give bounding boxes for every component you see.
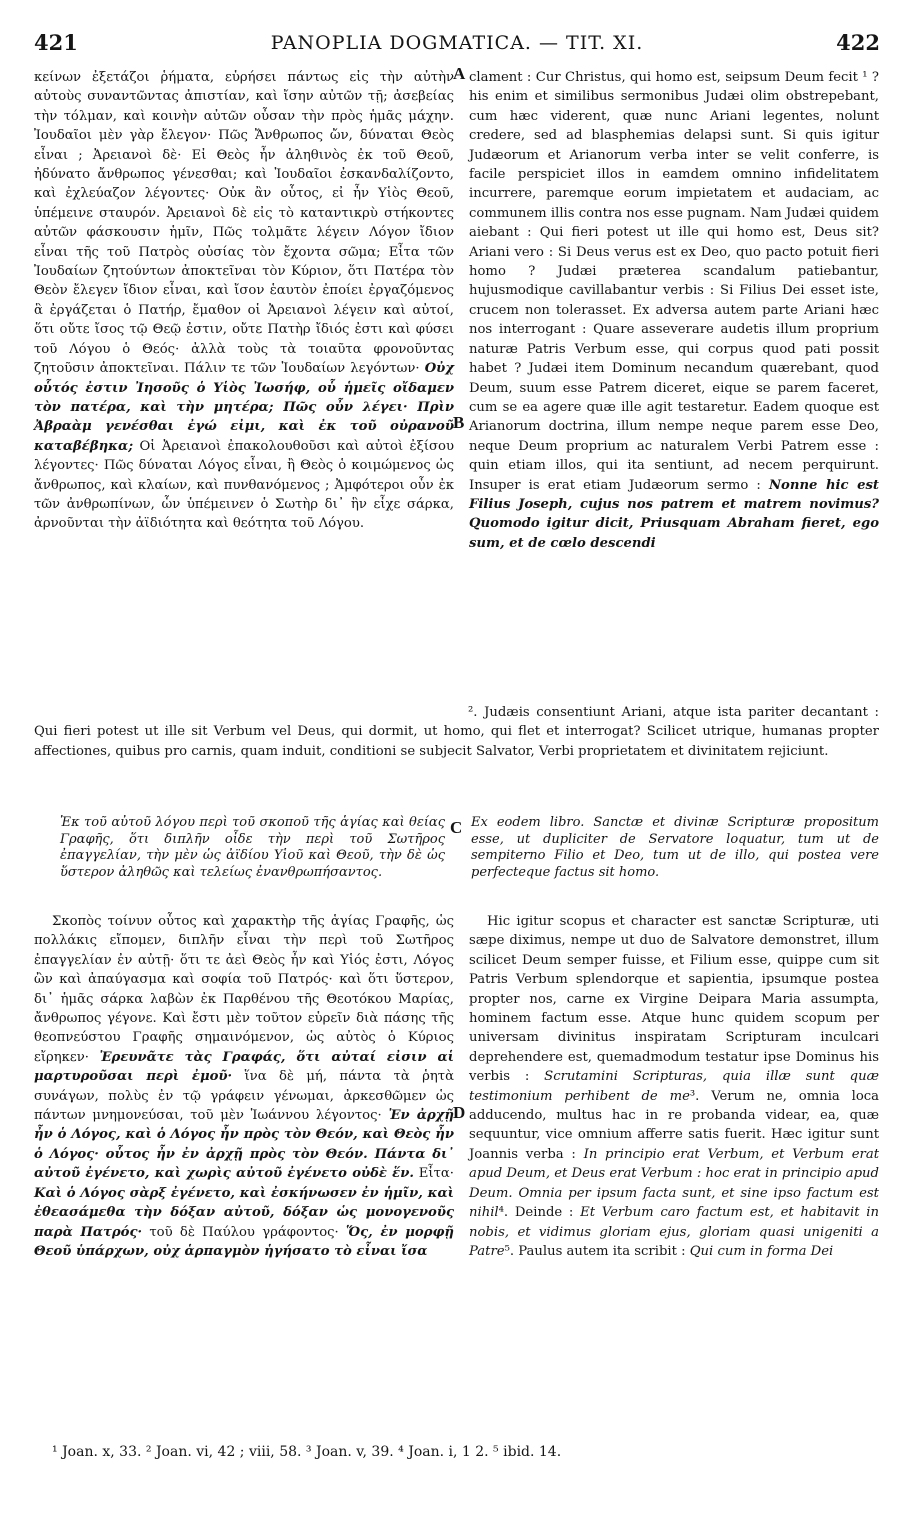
latin-quote: In principio erat Verbum, et Verbum erat apud Deum, et Deus erat Verbum : hoc erat in principio apud Deum. Omnia per ipsum facta sunt, et sine ipso factum est nihil [469,1146,879,1221]
margin-letter-c: C [450,818,463,837]
greek-quote: Οὐχ οὗτός ἐστιν Ἰησοῦς ὁ Υἱὸς Ἰωσήφ, οὗ ἡμεῖς οἴδαμεν τὸν πατέρα, καὶ τὴν μητέρα; Πῶς οὖν λέγει· Πρὶν Ἀβραὰμ γενέσθαι ἐγώ εἰμι, καὶ ἐκ τοῦ οὐρανοῦ καταβέβηκα; [34,361,454,454]
greek-column-bottom: Σκοπὸς τοίνυν οὗτος καὶ χαρακτὴρ τῆς ἁγίας Γραφῆς, ὡς πολλάκις εἴπομεν, διπλῆν εἶναι τὴν περὶ τοῦ Σωτῆρος ἐπαγγελίαν ἐν αὐτῇ· ὅτι τε ἀεὶ Θεὸς ἦν καὶ Υἱός ἐστι, Λόγος ὢν καὶ ἀπαύγασμα καὶ σοφία τοῦ Πατρός· καὶ ὅτι ὕστερον, δι᾽ ἡμᾶς σάρκα λαβὼν ἐκ Παρθένου τῆς Θεοτόκου Μαρίας, ἄνθρωπος γέγονε. Καὶ ἔστι μὲν τοῦτον εὑρεῖν διὰ πάσης τῆς θεοπνεύστου Γραφῆς σημαινόμενον, ὡς αὐτὸς ὁ Κύριος εἴρηκεν· Ἐρευνᾶτε τὰς Γραφάς, ὅτι αὐταί εἰσιν αἱ μαρτυροῦσαι περὶ ἐμοῦ· ἵνα δὲ μή, πάντα τὰ ῥητὰ συνάγων, πολὺς ἐν τῷ γράφειν γένωμαι, ἀρκεσθῶμεν ὡς πάντων μνημονεύσαι, τοῦ μὲν Ἰωάννου λέγοντος· Ἐν ἀρχῇ ἦν ὁ Λόγος, καὶ ὁ Λόγος ἦν πρὸς τὸν Θεόν, καὶ Θεὸς ἦν ὁ Λόγος· οὗτος ἦν ἐν ἀρχῇ πρὸς τὸν Θεόν. Πάντα δι᾽ αὐτοῦ ἐγένετο, καὶ χωρὶς αὐτοῦ ἐγένετο οὐδὲ ἕν. Εἶτα· Καὶ ὁ Λόγος σὰρξ ἐγένετο, καὶ ἐσκήνωσεν ἐν ἡμῖν, καὶ ἐθεασάμεθα τὴν δόξαν αὐτοῦ, δόξαν ὡς μονογενοῦς παρὰ Πατρός· τοῦ δὲ Παύλου γράφοντος· Ὅς, ἐν μορφῇ Θεοῦ ὑπάρχων, οὐχ ἁρπαγμὸν ἡγήσατο τὸ εἶναι ἴσα [34,914,454,1259]
margin-letter-d: D [453,1103,466,1122]
greek-quote: Ἐν ἀρχῇ ἦν ὁ Λόγος, καὶ ὁ Λόγος ἦν πρὸς τὸν Θεόν, καὶ Θεὸς ἦν ὁ Λόγος· οὗτος ἦν ἐν ἀρχῇ πρὸς τὸν Θεόν. Πάντα δι᾽ αὐτοῦ ἐγένετο, καὶ χωρὶς αὐτοῦ ἐγένετο οὐδὲ ἕν. [34,1108,454,1182]
greek-text-end: Οἱ Ἀρειανοὶ ἐπακολουθοῦσι καὶ αὐτοὶ ἐξίσου λέγοντες· Πῶς δύναται Λόγος εἶναι, ἢ Θεὸς ὁ κοιμώμενος ὡς ἄνθρωπος, καὶ κλαίων, καὶ πυνθανόμενος ; Ἀμφότεροι οὖν ἐκ τῶν ἀνθρωπίνων, ὧν ὑπέμεινεν ὁ Σωτὴρ δι᾽ ἣν εἶχε σάρκα, ἀρνοῦνται τὴν ἀϊδιότητα καὶ θεότητα τοῦ Λόγου. [34,438,454,532]
latin-column-bottom: Hic igitur scopus et character est sanctæ Scripturæ, uti sæpe diximus, nempe ut duo de Salvatore demonstret, illum scilicet Deum semper fuisse, et Filium esse, quippe cum sit Patris Verbum splendorque et sapientia, ipsumque postea propter nos, carne ex Virgine Deipara Maria assumpta, hominem factum esse. Atque hunc quidem scopum per universam divinitus inspiratam Scripturam inculcari deprehendere est, quemadmodum testatur ipse Dominus his verbis : Scrutamini Scripturas, quia illæ sunt quæ testimonium perhibent de me³. Verum ne, omnia loca adducendo, multus hac in re probanda videar, ea, quæ sequuntur, vice omnium afferre satis fuerit. Hæc igitur sunt Joannis verba : In principio erat Verbum, et Verbum erat apud Deum, et Deus erat Verbum : hoc erat in principio apud Deum. Omnia per ipsum facta sunt, et sine ipso factum est nihil⁴. Deinde : Et Verbum caro factum est, et habitavit in nobis, et vidimus gloriam ejus, gloriam quasi unigeniti a Patre⁵. Paulus autem ita scribit : Qui cum in forma Dei [469,914,880,1259]
greek-quote: Ὅς, ἐν μορφῇ Θεοῦ ὑπάρχων, οὐχ ἁρπαγμὸν ἡγήσατο τὸ εἶναι ἴσα [34,1224,454,1259]
latin-column-top [469,68,879,553]
latin-section-title: Ex eodem libro. Sanctæ et divinæ Scripturæ propositum esse, ut dupliciter de Servatore loquatur, tum ut de sempiterno Filio et Deo, tum ut de illo, qui postea vere perfecteque factus sit homo. [471,815,879,880]
greek-quote: Ἐρευνᾶτε τὰς Γραφάς, ὅτι αὐταί εἰσιν αἱ μαρτυροῦσαι περὶ ἐμοῦ· [34,1049,454,1085]
latin-continuation [34,703,879,761]
greek-section-title: Ἐκ τοῦ αὐτοῦ λόγου περὶ τοῦ σκοποῦ τῆς ἁγίας καὶ θείας Γραφῆς, ὅτι διπλῆν οἶδε τὴν περὶ τοῦ Σωτῆρος ἐπαγγελίαν, τὴν μὲν ὡς ἀϊδίου Υἱοῦ καὶ Θεοῦ, τὴν δὲ ὡς ὕστερον ἀληθῶς καὶ τελείως ἐνανθρωπήσαντος. [60,815,445,880]
greek-quote: Καὶ ὁ Λόγος σὰρξ ἐγένετο, καὶ ἐσκήνωσεν ἐν ἡμῖν, καὶ ἐθεασάμεθα τὴν δόξαν αὐτοῦ, δόξαν ὡς μονογενοῦς παρὰ Πατρός· [34,1185,454,1240]
latin-quote: Et Verbum caro factum est, et habitavit in nobis, et vidimus gloriam ejus, gloriam quasi unigeniti a Patre [469,1205,880,1259]
page-number-left: 421 [34,30,78,55]
page-header [34,30,880,60]
running-title: PANOPLIA DOGMATICA. — TIT. XI. [270,32,644,54]
margin-letter-b: B [453,413,465,432]
footnotes: ¹ Joan. x, 33. ² Joan. vi, 42 ; viii, 58. ³ Joan. v, 39. ⁴ Joan. i, 1 2. ⁵ ibid. 14. [52,1444,562,1460]
latin-text-end: ². Judæis consentiunt Ariani, atque ista pariter decantant : Qui fieri potest ut ille sit Verbum vel Deus, qui dormit, ut homo, qui flet et interrogat? Scilicet utrique, humanas propter affectiones, quibus pro carnis, quam induit, conditioni se subjecit Salvator, Verbi proprietatem et divinitatem rejiciunt. [34,705,879,759]
latin-quote: Nonne hic est Filius Joseph, cujus nos patrem et matrem novimus? Quomodo igitur dicit, Priusquam Abraham fieret, ego sum, et de cœlo descendi [469,477,880,551]
greek-text: κείνων ἐξετάζοι ῥήματα, εὑρήσει πάντως εἰς τὴν αὐτὴν αὐτοὺς συναντῶντας ἀπιστίαν, καὶ ἴσην αὐτῶν τῇ; ἀσεβείας τὴν τόλμαν, καὶ κοινὴν αὐτῶν οὖσαν τὴν πρὸς ἡμᾶς μάχην. Ἰουδαῖοι μὲν γὰρ ἔλεγον· Πῶς Ἄνθρωπος ὤν, δύναται Θεὸς εἶναι ; Ἀρειανοὶ δὲ· Εἰ Θεὸς ἦν ἀληθινὸς ἐκ τοῦ Θεοῦ, ἠδύνατο ἄνθρωπος γένεσθαι; καὶ Ἰουδαῖοι ἐσκανδαλίζοντο, καὶ ἐχλεύαζον λέγοντες· Οὐκ ἂν οὗτος, εἰ ἦν Υἱὸς Θεοῦ, ὑπέμεινε σταυρόν. Ἀρειανοὶ δὲ εἰς τὸ καταντικρὺ στήκοντες αὐτῶν φάσκουσιν ἡμῖν, Πῶς τολμᾶτε λέγειν Λόγον ἴδιον εἶναι τῆς τοῦ Πατρὸς οὐσίας τὸν ἔχοντα σῶμα; Εἶτα τῶν Ἰουδαίων ζητούντων ἀποκτεῖναι τὸν Κύριον, ὅτι Πατέρα τὸν Θεὸν ἔλεγεν ἴδιον εἶναι, καὶ ἴσον ἑαυτὸν ἐποίει ἐργαζόμενος ἃ ἐργάζεται ὁ Πατήρ, ἔμαθον οἱ Ἀρειανοὶ λέγειν καὶ αὐτοί, ὅτι οὔτε ἴσος τῷ Θεῷ ἐστιν, οὔτε Πατὴρ ἴδιός ἐστι καὶ φύσει τοῦ Λόγου ὁ Θεός· ἀλλὰ τοὺς τὰ τοιαῦτα φρονοῦντας ζητοῦσιν ἀποκτεῖναι. Πάλιν τε τῶν Ἰουδαίων λεγόντων· [34,70,454,377]
page-number-right: 422 [836,30,880,55]
latin-quote: Qui cum in forma Dei [689,1243,834,1259]
margin-letter-a: A [453,64,466,83]
latin-text: clament : Cur Christus, qui homo est, seipsum Deum fecit ¹ ? his enim et similibus sermonibus Judæi olim obstrepebant, cum hæc viderent, quæ nunc Ariani legentes, nolunt credere, sed ad blasphemias delapsi sunt. Si quis igitur Judæorum et Arianorum verba inter se velit conferre, is facile perspiciet illos in eamdem omnino infidelitatem incurrere, paremque eorum impietatem et audaciam, ac communem illis contra nos esse pugnam. Nam Judæi quidem aiebant : Qui fieri potest ut ille qui homo est, Deus sit? Ariani vero : Si Deus verus est ex Deo, quo pacto potuit fieri homo ? Judæi præterea scandalum patiebantur, hujusmodique cavillabantur verbis : Si Filius Dei esset iste, crucem non tolerasset. Ex adversa autem parte Ariani hæc nos interrogant : Quare asseverare audetis illum proprium naturæ Patris Verbum esse, qui corpus quod pati possit habet ? Judæi item Dominum necandum quærebant, quod Deum, suum esse Patrem diceret, eique se parem faceret, cum se ea agere quæ ille agit testaretur. Eadem quoque est Arianorum doctrina, illum nempe neque parem esse Deo, neque Deum proprium ac naturalem Verbi Patrem esse : quin etiam illos, qui ita sentiunt, ad necem perquirunt. Insuper is erat etiam Judæorum sermo : [469,70,879,493]
latin-quote: Scrutamini Scripturas, quia illæ sunt quæ testimonium perhibent de me [469,1069,879,1104]
greek-column-top [34,68,454,534]
